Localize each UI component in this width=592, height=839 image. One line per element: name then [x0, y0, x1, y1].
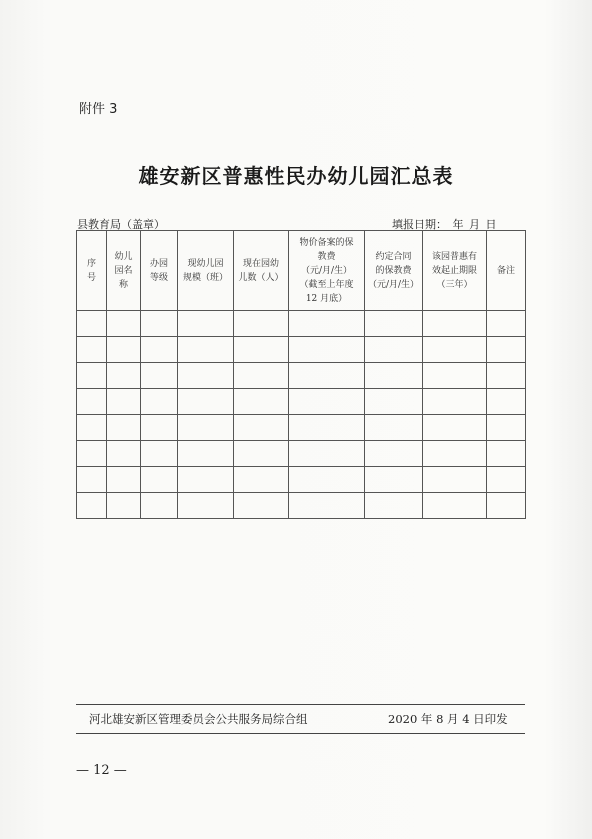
table-cell: [141, 363, 178, 389]
table-cell: [77, 467, 107, 493]
table-cell: [289, 415, 365, 441]
table-cell: [141, 493, 178, 519]
column-header-grade: 办园 等级: [141, 231, 178, 311]
table-cell: [178, 311, 234, 337]
table-cell: [107, 337, 141, 363]
table-row: [77, 389, 526, 415]
page-number: — 12 —: [76, 763, 127, 778]
column-header-index: 序 号: [77, 231, 107, 311]
table-cell: [423, 363, 487, 389]
table-cell: [423, 389, 487, 415]
table-cell: [487, 441, 526, 467]
table-cell: [77, 415, 107, 441]
column-header-kindergarten-name: 幼儿 园名 称: [107, 231, 141, 311]
table-cell: [234, 493, 289, 519]
table-cell: [107, 389, 141, 415]
attachment-label: 附件 3: [79, 102, 118, 117]
table-cell: [234, 415, 289, 441]
table-cell: [487, 493, 526, 519]
table-cell: [289, 363, 365, 389]
footer-organization: 河北雄安新区管理委员会公共服务局综合组: [89, 712, 308, 726]
table-cell: [487, 467, 526, 493]
table-cell: [141, 337, 178, 363]
table-header-row: [77, 231, 526, 311]
fill-date-label: 填报日期： 年 月 日: [392, 218, 497, 231]
column-header-registered-fee: 物价备案的保 教费 （元/月/生） （截至上年度 12 月底）: [289, 231, 365, 311]
table-cell: [365, 337, 423, 363]
table-row: [77, 415, 526, 441]
table-row: [77, 441, 526, 467]
table-cell: [365, 389, 423, 415]
table-cell: [423, 415, 487, 441]
footer-rule-top: [76, 704, 525, 705]
table-cell: [77, 493, 107, 519]
table-cell: [234, 311, 289, 337]
table-cell: [77, 311, 107, 337]
table-cell: [178, 337, 234, 363]
table-cell: [77, 363, 107, 389]
table-cell: [289, 441, 365, 467]
table-cell: [487, 311, 526, 337]
table-cell: [178, 389, 234, 415]
table-cell: [107, 441, 141, 467]
table-cell: [234, 467, 289, 493]
table-cell: [365, 311, 423, 337]
column-header-class-count: 现幼儿园 规模（班）: [178, 231, 234, 311]
table-row: [77, 337, 526, 363]
table-cell: [107, 467, 141, 493]
table-cell: [178, 441, 234, 467]
submitter-label: 县教育局（盖章）: [77, 218, 165, 231]
kindergarten-summary-table: [76, 230, 526, 519]
column-header-remarks: 备注: [487, 231, 526, 311]
document-title: 雄安新区普惠性民办幼儿园汇总表: [138, 164, 454, 188]
footer-rule-bottom: [76, 733, 525, 734]
table-cell: [423, 311, 487, 337]
table-cell: [289, 467, 365, 493]
table-cell: [178, 493, 234, 519]
table-cell: [423, 467, 487, 493]
table-cell: [365, 415, 423, 441]
table-cell: [178, 415, 234, 441]
table-cell: [487, 337, 526, 363]
table-cell: [178, 363, 234, 389]
table-row: [77, 363, 526, 389]
table-cell: [141, 389, 178, 415]
table-row: [77, 493, 526, 519]
table-cell: [289, 493, 365, 519]
table-cell: [234, 337, 289, 363]
table-cell: [107, 415, 141, 441]
table-cell: [107, 363, 141, 389]
table-cell: [141, 415, 178, 441]
table-cell: [141, 467, 178, 493]
column-header-enrollment: 现在园幼 儿数（人）: [234, 231, 289, 311]
table-cell: [141, 441, 178, 467]
table-cell: [107, 311, 141, 337]
table-body: [77, 311, 526, 519]
table-cell: [423, 493, 487, 519]
table-row: [77, 311, 526, 337]
table-cell: [365, 441, 423, 467]
column-header-contract-fee: 约定合同 的保教费 （元/月/生）: [365, 231, 423, 311]
column-header-valid-period: 该园普惠有 效起止期限 （三年）: [423, 231, 487, 311]
table-cell: [487, 415, 526, 441]
table-cell: [365, 363, 423, 389]
footer-issue-date: 2020 年 8 月 4 日印发: [388, 712, 508, 726]
table-cell: [234, 363, 289, 389]
table-row: [77, 467, 526, 493]
table-cell: [487, 363, 526, 389]
table-cell: [423, 337, 487, 363]
table-cell: [77, 389, 107, 415]
table-cell: [289, 311, 365, 337]
table-cell: [107, 493, 141, 519]
table-cell: [365, 467, 423, 493]
table-cell: [423, 441, 487, 467]
table-cell: [487, 389, 526, 415]
table-cell: [365, 493, 423, 519]
table-cell: [178, 467, 234, 493]
table-cell: [289, 337, 365, 363]
table-cell: [77, 337, 107, 363]
table-cell: [77, 441, 107, 467]
table-cell: [289, 389, 365, 415]
table-cell: [141, 311, 178, 337]
table-cell: [234, 441, 289, 467]
table-cell: [234, 389, 289, 415]
